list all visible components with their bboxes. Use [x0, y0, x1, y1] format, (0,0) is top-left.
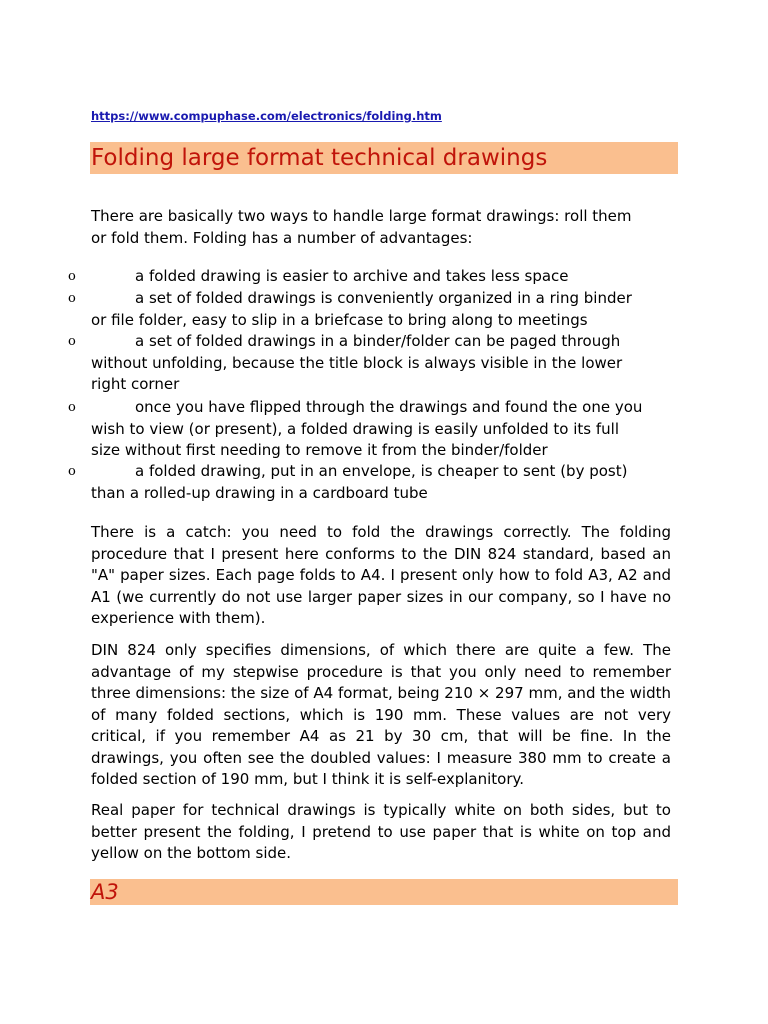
section-heading-a3: A3 — [90, 879, 678, 905]
bullet-marker: o — [68, 334, 76, 349]
list-item-text: or file folder, easy to slip in a briefcase to bring along to meetings — [91, 310, 588, 329]
bullet-marker: o — [68, 291, 76, 306]
list-item-text: a set of folded drawings is conveniently organized in a ring binder — [135, 289, 632, 307]
list-item-text: right corner — [91, 375, 180, 393]
list-item-text: size without first needing to remove it from the binder/folder — [91, 441, 548, 459]
paragraph-folding-catch: There is a catch: you need to fold the drawings correctly. The folding procedure that I present here conforms to the DIN 824 standard, based an "A" paper sizes. Each page folds to A4. I present only how to fold A3, A2 and A1 (we currently do not use larger paper sizes in our company, so I have no experience with them). — [91, 523, 671, 627]
intro-line-1: There are basically two ways to handle large format drawings: roll them — [91, 207, 632, 225]
list-item-text: a folded drawing is easier to archive and takes less space — [135, 267, 569, 285]
list-item-text: than a rolled-up drawing in a cardboard tube — [91, 483, 428, 502]
bullet-marker: o — [68, 464, 76, 479]
list-item — [91, 331, 671, 396]
list-item — [91, 461, 671, 504]
paragraph-din-824: DIN 824 only specifies dimensions, of which there are quite a few. The advantage of my stepwise procedure is that you only need to remember three dimensions: the size of A4 format, being 210 × 297 mm, and the width of many folded sections, which is 190 mm. These values are not very critical, if you remember A4 as 21 by 30 cm, that will be fine. In the drawings, you often see the doubled values: I measure 380 mm to create a folded section of 190 mm, but I think it is self-explanitory. — [91, 641, 671, 788]
list-item-text: once you have flipped through the drawings and found the one you — [135, 398, 643, 416]
list-item — [91, 266, 671, 288]
list-item — [91, 288, 671, 331]
page-title: Folding large format technical drawings — [90, 142, 678, 174]
source-url-link[interactable]: https://www.compuphase.com/electronics/folding.htm — [91, 109, 442, 123]
list-item-text: a folded drawing, put in an envelope, is cheaper to sent (by post) — [135, 462, 628, 480]
list-item-text: a set of folded drawings in a binder/folder can be paged through — [135, 332, 621, 350]
list-item — [91, 397, 671, 462]
intro-line-2: or fold them. Folding has a number of advantages: — [91, 228, 473, 247]
list-item-text: wish to view (or present), a folded drawing is easily unfolded to its full — [91, 419, 619, 438]
paragraph-paper-colors: Real paper for technical drawings is typically white on both sides, but to better present the folding, I pretend to use paper that is white on top and yellow on the bottom side. — [91, 801, 671, 862]
bullet-marker: o — [68, 269, 76, 284]
bullet-marker: o — [68, 400, 76, 415]
list-item-text: without unfolding, because the title block is always visible in the lower — [91, 353, 623, 372]
intro-paragraph — [91, 206, 671, 249]
